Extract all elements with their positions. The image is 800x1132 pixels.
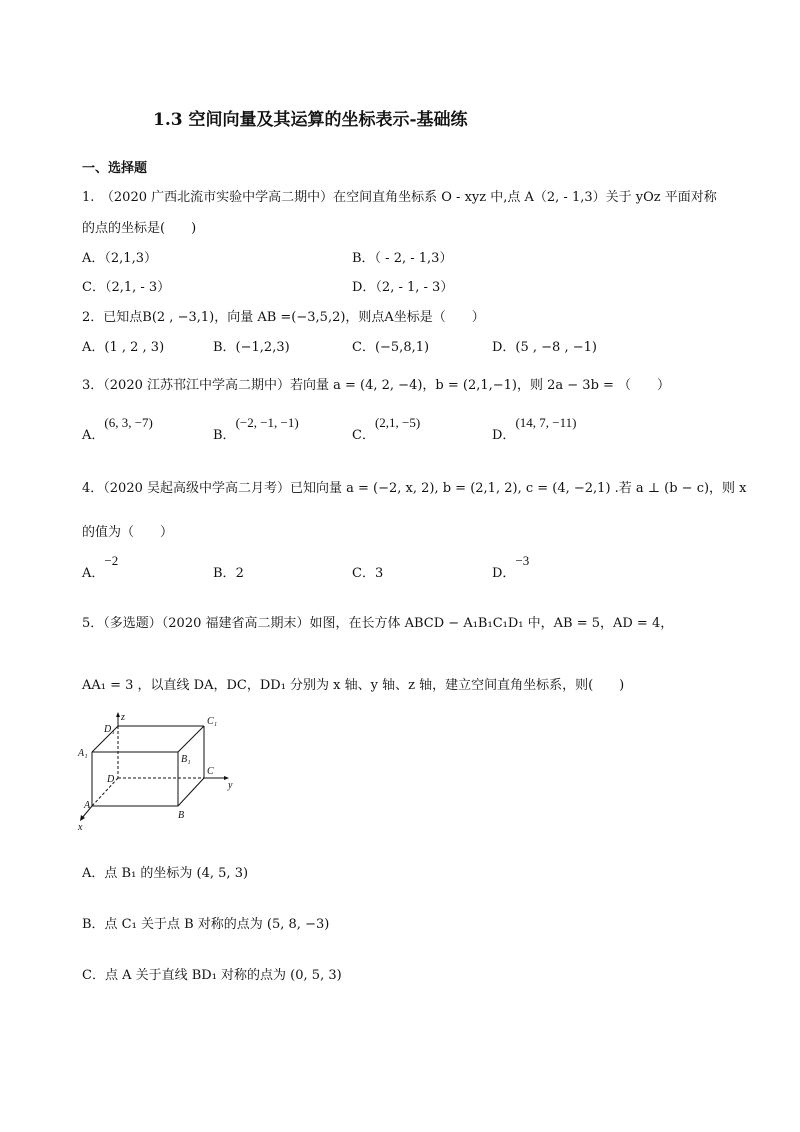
label-a1: A₁ <box>78 748 88 759</box>
label-z: z <box>121 712 125 723</box>
question-2-stem: 2．已知点B(2 , −3,1)，向量 AB =(−3,5,2)，则点A坐标是（ ） <box>82 310 485 325</box>
label-d1: D₁ <box>104 724 115 735</box>
label-b1: B₁ <box>181 754 191 765</box>
question-1-option-b: B．（ - 2, - 1,3） <box>352 251 453 266</box>
question-3-stem: 3．（2020 江苏邗江中学高二期中）若向量 a = (4, 2, −4)，b = (2,1,−1)，则 2a − 3b = （ ） <box>82 378 671 393</box>
question-4-option-b: B．2 <box>213 566 244 581</box>
section-heading: 一、选择题 <box>82 161 148 176</box>
question-4-option-a-value: −2 <box>104 553 119 568</box>
label-a: A <box>84 800 91 811</box>
question-4-option-c: C．3 <box>352 566 384 581</box>
question-1-option-d: D．（2, - 1, - 3） <box>352 280 454 295</box>
question-3-option-a-value: (6, 3, −7) <box>104 415 153 430</box>
question-3-option-d-value: (14, 7, −11) <box>515 415 577 430</box>
question-4-stem-cont: 的值为（ ） <box>82 525 174 540</box>
question-3-option-d: D．(14, 7, −11) <box>492 415 577 443</box>
edge-c1b1 <box>178 726 204 752</box>
question-4-option-a: A．−2 <box>82 553 119 581</box>
question-5-stem-cont: AA₁ = 3 ，以直线 DA，DC，DD₁ 分别为 x 轴、y 轴、z 轴，建立空间直角坐标系，则( ) <box>82 678 625 693</box>
question-1-option-c: C．（2,1, - 3） <box>82 280 171 295</box>
question-1-stem-cont: 的点的坐标是( ) <box>82 221 197 236</box>
question-4-stem: 4．（2020 吴起高级中学高二月考）已知向量 a = (−2, x, 2), b = (2,1, 2), c = (4, −2,1) .若 a ⊥ (b − c)，则 x <box>82 481 747 496</box>
question-2-option-b: B．(−1,2,3) <box>213 340 290 355</box>
question-1-stem: 1. （2020 广西北流市实验中学高二期中）在空间直角坐标系 O - xyz 中,点 A（2, - 1,3）关于 yOz 平面对称 <box>82 190 717 205</box>
edge-cb <box>178 778 204 806</box>
question-2-option-a: A．(1 , 2 , 3) <box>82 340 165 355</box>
question-3-option-c-value: (2,1, −5) <box>374 415 421 430</box>
question-5-option-a: A．点 B₁ 的坐标为 (4, 5, 3) <box>82 866 249 881</box>
question-1-option-a: A．（2,1,3） <box>82 251 157 266</box>
question-2-option-d: D．(5 , −8 , −1) <box>492 340 597 355</box>
question-5-stem: 5．（多选题）（2020 福建省高二期末）如图，在长方体 ABCD − A₁B₁C₁D₁ 中，AB = 5，AD = 4， <box>82 616 674 631</box>
question-3-option-b: B．(−2, −1, −1) <box>213 415 299 443</box>
question-4-option-d: D．−3 <box>492 553 530 581</box>
question-5-option-c: C．点 A 关于直线 BD₁ 对称的点为 (0, 5, 3) <box>82 968 342 983</box>
label-d: D <box>107 774 115 785</box>
question-4-option-d-value: −3 <box>515 553 530 568</box>
label-b: B <box>178 810 185 821</box>
label-y: y <box>228 780 233 791</box>
question-2-option-c: C．(−5,8,1) <box>352 340 430 355</box>
cuboid-figure <box>76 710 246 835</box>
question-3-option-b-value: (−2, −1, −1) <box>235 415 299 430</box>
z-axis-arrow <box>116 712 120 717</box>
label-x: x <box>78 822 83 833</box>
question-4-option-b-value: 2 <box>235 566 244 581</box>
label-c1: C₁ <box>207 716 218 727</box>
page-title: 1.3 空间向量及其运算的坐标表示-基础练 <box>153 110 468 130</box>
question-3-option-c: C．(2,1, −5) <box>352 415 421 443</box>
question-4-option-c-value: 3 <box>374 566 384 581</box>
label-c: C <box>207 766 214 777</box>
question-3-option-a: A．(6, 3, −7) <box>82 415 153 443</box>
question-5-option-b: B．点 C₁ 关于点 B 对称的点为 (5, 8, −3) <box>82 917 330 932</box>
